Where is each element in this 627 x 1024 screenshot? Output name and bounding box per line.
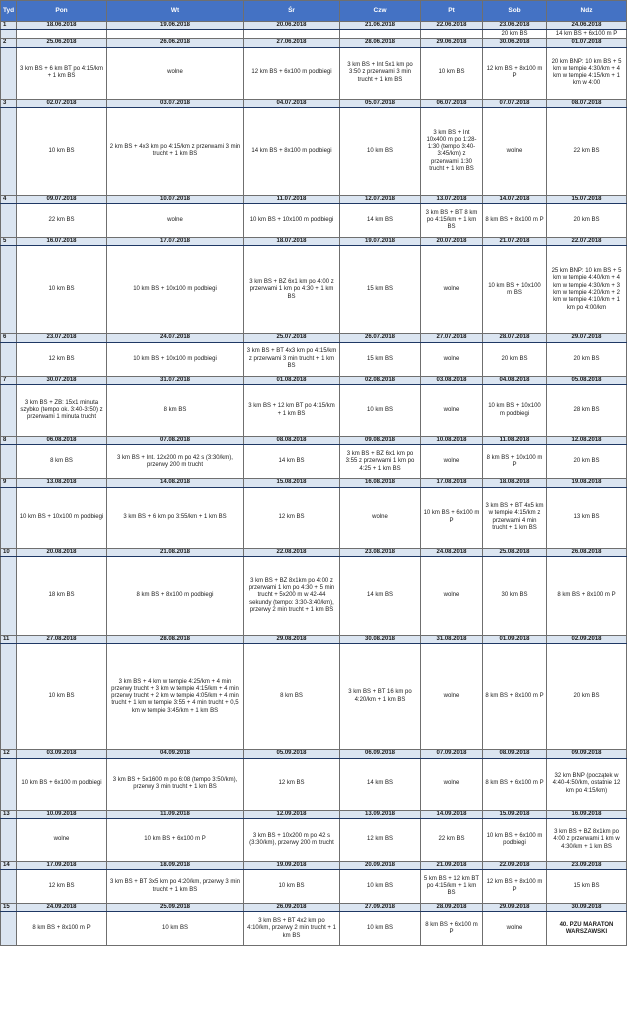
date-cell: 30.07.2018: [17, 376, 107, 384]
workout-cell: 10 km BS: [340, 870, 421, 904]
date-cell: 05.09.2018: [244, 750, 340, 758]
workout-cell: 20 km BS: [483, 30, 547, 39]
week-workout-row: [1, 342, 627, 376]
workout-cell: 10 km BS: [107, 912, 244, 946]
date-cell: 24.07.2018: [107, 334, 244, 342]
workout-cell: 10 km BS + 10x100 m podbiegi: [483, 385, 547, 437]
workout-cell: 20 km BS: [483, 342, 547, 376]
week-spacer: [1, 30, 17, 39]
week-date-row: [1, 548, 627, 556]
workout-cell: 14 km BS: [340, 204, 421, 238]
date-cell: 19.09.2018: [244, 861, 340, 869]
date-cell: 19.06.2018: [107, 22, 244, 30]
workout-cell: 14 km BS + 8x100 m podbiegi: [244, 107, 340, 195]
date-cell: 25.09.2018: [107, 904, 244, 912]
date-cell: 18.06.2018: [17, 22, 107, 30]
date-cell: 04.09.2018: [107, 750, 244, 758]
date-cell: 14.09.2018: [421, 810, 483, 818]
workout-cell: 14 km BS + 6x100 m P: [547, 30, 627, 39]
week-number: 10: [1, 548, 17, 556]
workout-cell: 3 km BS + BT 4x5 km w tempie 4:15/km z przerwami 4 min trucht + 1 km BS: [483, 487, 547, 548]
workout-cell: 15 km BS: [340, 342, 421, 376]
date-cell: 09.09.2018: [547, 750, 627, 758]
week-number: 9: [1, 479, 17, 487]
workout-cell: 12 km BS: [244, 758, 340, 810]
date-cell: 24.09.2018: [17, 904, 107, 912]
workout-cell: [340, 30, 421, 39]
date-cell: 07.07.2018: [483, 99, 547, 107]
date-cell: 02.09.2018: [547, 635, 627, 643]
date-cell: 18.07.2018: [244, 238, 340, 246]
workout-cell: 10 km BS + 10x100 m BS: [483, 246, 547, 334]
date-cell: 06.08.2018: [17, 437, 107, 445]
week-date-row: [1, 376, 627, 384]
date-cell: 09.08.2018: [340, 437, 421, 445]
date-cell: 01.08.2018: [244, 376, 340, 384]
date-cell: 29.09.2018: [483, 904, 547, 912]
workout-cell: [107, 30, 244, 39]
week-date-row: [1, 437, 627, 445]
workout-cell: wolne: [421, 342, 483, 376]
date-cell: 10.07.2018: [107, 195, 244, 203]
date-cell: 12.07.2018: [340, 195, 421, 203]
week-workout-row: [1, 644, 627, 750]
week-workout-row: [1, 204, 627, 238]
week-spacer: [1, 556, 17, 635]
workout-cell: wolne: [483, 912, 547, 946]
date-cell: 10.08.2018: [421, 437, 483, 445]
date-cell: 25.08.2018: [483, 548, 547, 556]
date-cell: 21.09.2018: [421, 861, 483, 869]
date-cell: 19.07.2018: [340, 238, 421, 246]
date-cell: 17.07.2018: [107, 238, 244, 246]
header-tue: Wt: [107, 1, 244, 22]
workout-cell: 3 km BS + Int. 12x200 m po 42 s (3:30/km), przerwy 200 m trucht: [107, 445, 244, 479]
date-cell: 04.08.2018: [483, 376, 547, 384]
date-cell: 29.08.2018: [244, 635, 340, 643]
workout-cell: 14 km BS: [340, 556, 421, 635]
date-cell: 22.09.2018: [483, 861, 547, 869]
date-cell: 17.09.2018: [17, 861, 107, 869]
date-cell: 05.08.2018: [547, 376, 627, 384]
week-spacer: [1, 204, 17, 238]
week-number: 6: [1, 334, 17, 342]
date-cell: 03.08.2018: [421, 376, 483, 384]
workout-cell: wolne: [17, 818, 107, 861]
week-workout-row: [1, 107, 627, 195]
workout-cell: 22 km BS: [17, 204, 107, 238]
workout-cell: 10 km BS + 6x100 m P: [107, 818, 244, 861]
date-cell: 29.07.2018: [547, 334, 627, 342]
week-spacer: [1, 385, 17, 437]
date-cell: 21.07.2018: [483, 238, 547, 246]
workout-cell: [421, 30, 483, 39]
week-spacer: [1, 246, 17, 334]
week-spacer: [1, 870, 17, 904]
header-row: [1, 1, 627, 22]
workout-cell: 10 km BS: [340, 385, 421, 437]
workout-cell: 20 km BS: [547, 445, 627, 479]
date-cell: 28.09.2018: [421, 904, 483, 912]
date-cell: 13.09.2018: [340, 810, 421, 818]
date-cell: 27.06.2018: [244, 39, 340, 47]
workout-cell: 12 km BS: [17, 870, 107, 904]
workout-cell: 14 km BS: [244, 445, 340, 479]
date-cell: 22.07.2018: [547, 238, 627, 246]
week-spacer: [1, 912, 17, 946]
week-date-row: [1, 635, 627, 643]
workout-cell: 8 km BS: [107, 385, 244, 437]
workout-cell: 28 km BS: [547, 385, 627, 437]
workout-cell: 8 km BS + 10x100 m P: [483, 445, 547, 479]
workout-cell: 3 km BS + BT 8 km po 4:15/km + 1 km BS: [421, 204, 483, 238]
date-cell: 23.06.2018: [483, 22, 547, 30]
week-number: 7: [1, 376, 17, 384]
date-cell: 30.06.2018: [483, 39, 547, 47]
workout-cell: 8 km BS + 8x100 m podbiegi: [107, 556, 244, 635]
workout-cell: wolne: [107, 204, 244, 238]
date-cell: 19.08.2018: [547, 479, 627, 487]
workout-cell: 22 km BS: [421, 818, 483, 861]
workout-cell: 5 km BS + 12 km BT po 4:15/km + 1 km BS: [421, 870, 483, 904]
date-cell: 15.08.2018: [244, 479, 340, 487]
workout-cell: 8 km BS: [244, 644, 340, 750]
date-cell: 09.07.2018: [17, 195, 107, 203]
workout-cell: wolne: [421, 644, 483, 750]
date-cell: 24.06.2018: [547, 22, 627, 30]
week-date-row: [1, 861, 627, 869]
date-cell: 08.09.2018: [483, 750, 547, 758]
date-cell: 11.09.2018: [107, 810, 244, 818]
date-cell: 26.09.2018: [244, 904, 340, 912]
workout-cell: 18 km BS: [17, 556, 107, 635]
workout-cell: 2 km BS + 4x3 km po 4:15/km z przerwami 3 min trucht + 1 km BS: [107, 107, 244, 195]
date-cell: 14.08.2018: [107, 479, 244, 487]
header-sun: Ndz: [547, 1, 627, 22]
date-cell: 27.08.2018: [17, 635, 107, 643]
workout-cell: 3 km BS + 4 km w tempie 4:25/km + 4 min przerwy trucht + 3 km w tempie 4:15/km + 4 min przerwy trucht + 2 km w tempie 4:05/km + 4 min trucht + 1 km w tempie 3:55 + 4 min trucht + 0,5 km w tempie 3:45/km + 1 km BS: [107, 644, 244, 750]
week-number: 13: [1, 810, 17, 818]
date-cell: 05.07.2018: [340, 99, 421, 107]
header-fri: Pt: [421, 1, 483, 22]
week-number: 1: [1, 22, 17, 30]
workout-cell: 32 km BNP (początek w 4:40-4:50/km, ostatnie 12 km po 4:15/km): [547, 758, 627, 810]
workout-cell: 12 km BS: [17, 342, 107, 376]
date-cell: 10.09.2018: [17, 810, 107, 818]
date-cell: 15.07.2018: [547, 195, 627, 203]
workout-cell: 3 km BS + Int 10x400 m po 1:28-1:30 (tempo 3:40-3:45/km) z przerwami 1:30 trucht + 1 km BS: [421, 107, 483, 195]
workout-cell: 3 km BS + BZ 6x1 km po 4:00 z przerwami 1 km po 4:30 + 1 km BS: [244, 246, 340, 334]
workout-cell: 3 km BS + BZ 8x1km po 4:00 z przerwami 1 km po 4:30 + 5 min trucht + 5x200 m w 42-44 sekundy (tempo: 3:30-3:40/km), przerwy 2 min trucht + 1 km BS: [244, 556, 340, 635]
workout-cell: 10 km BS: [421, 47, 483, 99]
week-date-row: [1, 22, 627, 30]
date-cell: 18.08.2018: [483, 479, 547, 487]
week-number: 8: [1, 437, 17, 445]
date-cell: 16.09.2018: [547, 810, 627, 818]
workout-cell: 14 km BS: [340, 758, 421, 810]
workout-cell: 3 km BS + BT 16 km po 4:20/km + 1 km BS: [340, 644, 421, 750]
workout-cell: 3 km BS + BZ 6x1 km po 3:55 z przerwami 1 km po 4:25 + 1 km BS: [340, 445, 421, 479]
date-cell: 16.08.2018: [340, 479, 421, 487]
date-cell: 23.07.2018: [17, 334, 107, 342]
plan-body: [1, 22, 627, 946]
week-spacer: [1, 644, 17, 750]
date-cell: 20.08.2018: [17, 548, 107, 556]
workout-cell: 8 km BS: [17, 445, 107, 479]
date-cell: 04.07.2018: [244, 99, 340, 107]
date-cell: 31.08.2018: [421, 635, 483, 643]
date-cell: 24.08.2018: [421, 548, 483, 556]
workout-cell: 3 km BS + 6 km po 3:55/km + 1 km BS: [107, 487, 244, 548]
date-cell: 13.08.2018: [17, 479, 107, 487]
workout-cell: 13 km BS: [547, 487, 627, 548]
workout-cell: 10 km BS: [17, 246, 107, 334]
date-cell: 30.09.2018: [547, 904, 627, 912]
workout-cell: 8 km BS + 8x100 m P: [483, 644, 547, 750]
workout-cell: 12 km BS: [244, 487, 340, 548]
workout-cell: 3 km BS + BZ 8x1km po 4:00 z przerwami 1 km w 4:30/km + 1 km BS: [547, 818, 627, 861]
date-cell: 08.07.2018: [547, 99, 627, 107]
date-cell: 21.06.2018: [340, 22, 421, 30]
date-cell: 28.07.2018: [483, 334, 547, 342]
workout-cell: 40. PZU MARATON WARSZAWSKI: [547, 912, 627, 946]
week-date-row: [1, 904, 627, 912]
workout-cell: wolne: [107, 47, 244, 99]
week-date-row: [1, 479, 627, 487]
workout-cell: 10 km BS + 6x100 m podbiegi: [483, 818, 547, 861]
workout-cell: 12 km BS: [340, 818, 421, 861]
week-spacer: [1, 47, 17, 99]
workout-cell: 15 km BS: [547, 870, 627, 904]
week-number: 12: [1, 750, 17, 758]
workout-cell: 3 km BS + BT 4x2 km po 4:10/km, przerwy 2 min trucht + 1 km BS: [244, 912, 340, 946]
workout-cell: 3 km BS + Int 5x1 km po 3:50 z przerwami 3 min trucht + 1 km BS: [340, 47, 421, 99]
week-date-row: [1, 195, 627, 203]
workout-cell: 25 km BNP: 10 km BS + 5 km w tempie 4:40/km + 4 km w tempie 4:30/km + 3 km w tempie 4:20/km + 2 km w tempie 4:10/km + 1 km po 4:00/km: [547, 246, 627, 334]
week-workout-row: [1, 445, 627, 479]
week-number: 2: [1, 39, 17, 47]
workout-cell: wolne: [421, 385, 483, 437]
workout-cell: 10 km BS + 10x100 m podbiegi: [17, 487, 107, 548]
workout-cell: 20 km BNP: 10 km BS + 5 km w tempie 4:30/km + 4 km w tempie 4:15/km + 1 km w 4:00: [547, 47, 627, 99]
week-number: 4: [1, 195, 17, 203]
workout-cell: [17, 30, 107, 39]
date-cell: 03.09.2018: [17, 750, 107, 758]
workout-cell: wolne: [421, 445, 483, 479]
workout-cell: 15 km BS: [340, 246, 421, 334]
date-cell: 01.07.2018: [547, 39, 627, 47]
workout-cell: 12 km BS + 6x100 m podbiegi: [244, 47, 340, 99]
workout-cell: wolne: [340, 487, 421, 548]
workout-cell: 20 km BS: [547, 342, 627, 376]
week-spacer: [1, 342, 17, 376]
week-workout-row: [1, 30, 627, 39]
date-cell: 28.06.2018: [340, 39, 421, 47]
week-date-row: [1, 238, 627, 246]
week-workout-row: [1, 246, 627, 334]
workout-cell: wolne: [421, 556, 483, 635]
date-cell: 30.08.2018: [340, 635, 421, 643]
week-number: 15: [1, 904, 17, 912]
workout-cell: 10 km BS + 10x100 m podbiegi: [107, 246, 244, 334]
date-cell: 31.07.2018: [107, 376, 244, 384]
workout-cell: wolne: [483, 107, 547, 195]
date-cell: 14.07.2018: [483, 195, 547, 203]
week-spacer: [1, 758, 17, 810]
week-spacer: [1, 818, 17, 861]
week-workout-row: [1, 556, 627, 635]
date-cell: 17.08.2018: [421, 479, 483, 487]
workout-cell: 12 km BS + 8x100 m P: [483, 870, 547, 904]
workout-cell: 10 km BS + 10x100 m podbiegi: [244, 204, 340, 238]
date-cell: 22.08.2018: [244, 548, 340, 556]
week-date-row: [1, 810, 627, 818]
date-cell: 11.08.2018: [483, 437, 547, 445]
header-sat: Sob: [483, 1, 547, 22]
date-cell: 18.09.2018: [107, 861, 244, 869]
week-number: 3: [1, 99, 17, 107]
date-cell: 16.07.2018: [17, 238, 107, 246]
workout-cell: 10 km BS: [340, 107, 421, 195]
week-spacer: [1, 487, 17, 548]
week-workout-row: [1, 758, 627, 810]
date-cell: 25.06.2018: [17, 39, 107, 47]
workout-cell: 8 km BS + 6x100 m P: [483, 758, 547, 810]
week-workout-row: [1, 385, 627, 437]
workout-cell: 30 km BS: [483, 556, 547, 635]
week-date-row: [1, 99, 627, 107]
workout-cell: 3 km BS + 10x200 m po 42 s (3:30/km), przerwy 200 m trucht: [244, 818, 340, 861]
workout-cell: 3 km BS + 12 km BT po 4:15/km + 1 km BS: [244, 385, 340, 437]
date-cell: 20.06.2018: [244, 22, 340, 30]
date-cell: 13.07.2018: [421, 195, 483, 203]
workout-cell: 10 km BS: [340, 912, 421, 946]
workout-cell: 8 km BS + 8x100 m P: [547, 556, 627, 635]
date-cell: 26.07.2018: [340, 334, 421, 342]
workout-cell: 22 km BS: [547, 107, 627, 195]
date-cell: 02.08.2018: [340, 376, 421, 384]
workout-cell: 20 km BS: [547, 204, 627, 238]
workout-cell: 10 km BS + 10x100 m podbiegi: [107, 342, 244, 376]
date-cell: 01.09.2018: [483, 635, 547, 643]
date-cell: 08.08.2018: [244, 437, 340, 445]
date-cell: 27.07.2018: [421, 334, 483, 342]
date-cell: 23.08.2018: [340, 548, 421, 556]
week-number: 14: [1, 861, 17, 869]
workout-cell: 10 km BS: [244, 870, 340, 904]
workout-cell: 3 km BS + 6 km BT po 4:15/km + 1 km BS: [17, 47, 107, 99]
workout-cell: 3 km BS + ZB: 15x1 minuta szybko (tempo ok. 3:40-3:50) z przerwami 1 minuta trucht: [17, 385, 107, 437]
workout-cell: 3 km BS + BT 4x3 km po 4:15/km z przerwami 3 min trucht + 1 km BS: [244, 342, 340, 376]
header-wed: Śr: [244, 1, 340, 22]
week-workout-row: [1, 912, 627, 946]
week-date-row: [1, 39, 627, 47]
workout-cell: 12 km BS + 8x100 m P: [483, 47, 547, 99]
workout-cell: 8 km BS + 8x100 m P: [17, 912, 107, 946]
date-cell: 23.09.2018: [547, 861, 627, 869]
date-cell: 06.09.2018: [340, 750, 421, 758]
workout-cell: wolne: [421, 758, 483, 810]
date-cell: 12.08.2018: [547, 437, 627, 445]
week-spacer: [1, 107, 17, 195]
date-cell: 07.08.2018: [107, 437, 244, 445]
date-cell: 20.09.2018: [340, 861, 421, 869]
date-cell: 03.07.2018: [107, 99, 244, 107]
date-cell: 29.06.2018: [421, 39, 483, 47]
workout-cell: wolne: [421, 246, 483, 334]
week-date-row: [1, 750, 627, 758]
week-number: 11: [1, 635, 17, 643]
week-spacer: [1, 445, 17, 479]
workout-cell: 3 km BS + BT 3x5 km po 4:20/km, przerwy 3 min trucht + 1 km BS: [107, 870, 244, 904]
date-cell: 02.07.2018: [17, 99, 107, 107]
date-cell: 26.08.2018: [547, 548, 627, 556]
date-cell: 12.09.2018: [244, 810, 340, 818]
week-workout-row: [1, 47, 627, 99]
week-workout-row: [1, 870, 627, 904]
workout-cell: 20 km BS: [547, 644, 627, 750]
header-thu: Czw: [340, 1, 421, 22]
header-mon: Pon: [17, 1, 107, 22]
date-cell: 07.09.2018: [421, 750, 483, 758]
week-number: 5: [1, 238, 17, 246]
date-cell: 25.07.2018: [244, 334, 340, 342]
workout-cell: 10 km BS + 6x100 m P: [421, 487, 483, 548]
date-cell: 26.06.2018: [107, 39, 244, 47]
date-cell: 06.07.2018: [421, 99, 483, 107]
date-cell: 20.07.2018: [421, 238, 483, 246]
date-cell: 28.08.2018: [107, 635, 244, 643]
week-date-row: [1, 334, 627, 342]
date-cell: 27.09.2018: [340, 904, 421, 912]
date-cell: 22.06.2018: [421, 22, 483, 30]
workout-cell: 8 km BS + 8x100 m P: [483, 204, 547, 238]
week-workout-row: [1, 818, 627, 861]
date-cell: 11.07.2018: [244, 195, 340, 203]
date-cell: 21.08.2018: [107, 548, 244, 556]
workout-cell: 3 km BS + 5x1600 m po 6:08 (tempo 3:50/km), przerwy 3 min trucht + 1 km BS: [107, 758, 244, 810]
workout-cell: 10 km BS: [17, 107, 107, 195]
date-cell: 15.09.2018: [483, 810, 547, 818]
workout-cell: 8 km BS + 6x100 m P: [421, 912, 483, 946]
workout-cell: [244, 30, 340, 39]
header-week: Tyd: [1, 1, 17, 22]
workout-cell: 10 km BS: [17, 644, 107, 750]
workout-cell: 10 km BS + 6x100 m podbiegi: [17, 758, 107, 810]
week-workout-row: [1, 487, 627, 548]
